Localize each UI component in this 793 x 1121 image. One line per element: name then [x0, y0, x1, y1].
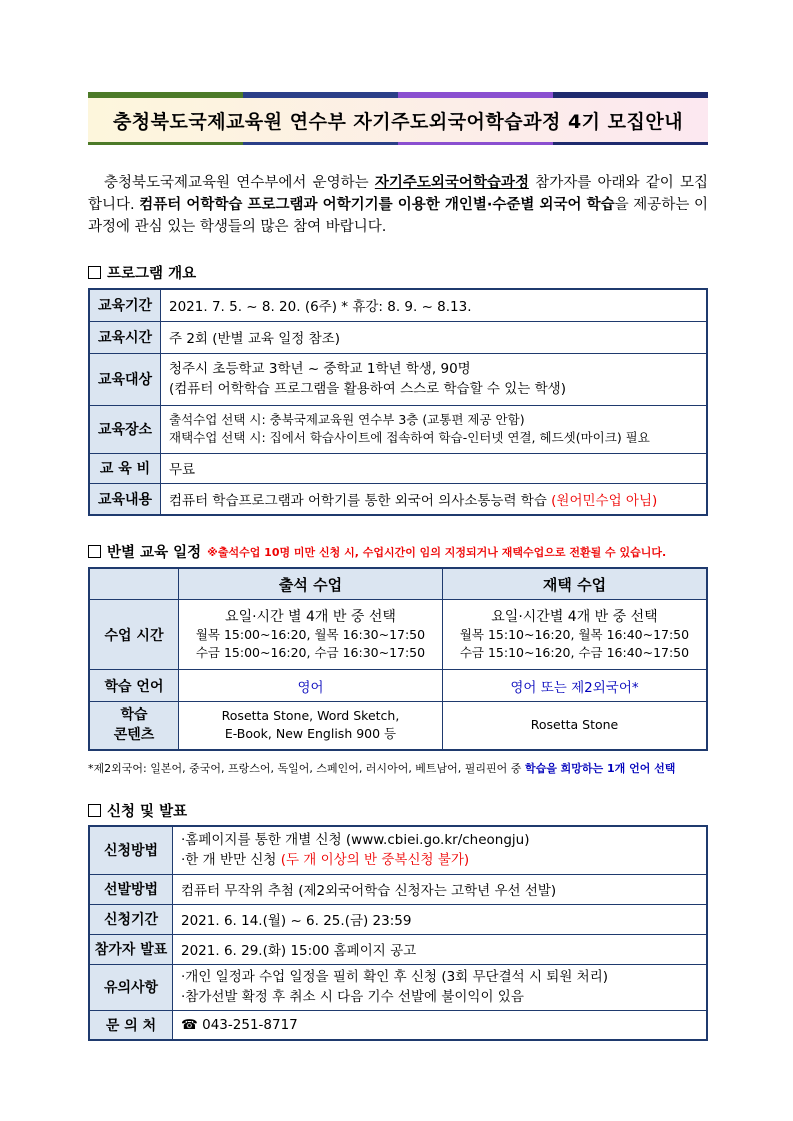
value-period: 2021. 7. 5. ~ 8. 20. (6주) * 휴강: 8. 9. ~ 8.13.: [161, 289, 708, 321]
label-content-2: 콘텐츠: [113, 727, 155, 744]
label-content-1: 학습: [120, 707, 148, 724]
label-place: 교육장소: [89, 405, 161, 453]
page-title: 충청북도국제교육원 연수부 자기주도외국어학습과정 4기 모집안내: [112, 110, 684, 133]
section-schedule-title: 반별 교육 일정: [107, 545, 202, 561]
value-content-note: (원어민수업 아님): [551, 492, 658, 509]
footnote-text: *제2외국어: 일본어, 중국어, 프랑스어, 독일어, 스페인어, 러시아어, 베트남어, 필리핀어 중: [88, 762, 525, 775]
value-time: 주 2회 (반별 교육 일정 참조): [161, 321, 708, 353]
attend-time-head: 요일·시간 별 4개 반 중 선택: [225, 608, 396, 625]
attend-content-2: E-Book, New English 900 등: [224, 726, 397, 742]
value-notice-1: ·개인 일정과 수업 일정을 필히 확인 후 신청 (3회 무단결석 시 퇴원 처리): [181, 969, 609, 985]
checkbox-square-icon: [88, 545, 101, 558]
value-apply-method-2: ·한 개 반만 신청: [181, 852, 281, 869]
home-time-head: 요일·시간별 4개 반 중 선택: [491, 608, 658, 625]
attend-time-2: 수금 15:00~16:20, 수금 16:30~17:50: [195, 644, 426, 660]
value-notice-2: ·참가선발 확정 후 취소 시 다음 기수 선발에 불이익이 있음: [181, 989, 524, 1005]
language-footnote: [88, 760, 675, 776]
label-language: 학습 언어: [89, 670, 179, 702]
label-period: 교육기간: [89, 289, 161, 321]
home-time-2: 수금 15:10~16:20, 수금 16:40~17:50: [459, 644, 690, 660]
section-program: [88, 262, 196, 283]
label-target: 교육대상: [89, 353, 161, 405]
section-apply: [88, 800, 187, 821]
section-schedule: [88, 541, 666, 562]
value-contact: 043-251-8717: [202, 1016, 298, 1033]
home-content: Rosetta Stone: [442, 702, 707, 750]
schedule-note: ※출석수업 10명 미만 신청 시, 수업시간이 임의 지정되거나 재택수업으로 전환될 수 있습니다.: [207, 545, 667, 559]
label-contact: 문 의 처: [89, 1010, 173, 1040]
section-program-title: 프로그램 개요: [107, 266, 197, 282]
home-time-1: 월목 15:10~16:20, 월목 16:40~17:50: [459, 626, 690, 642]
value-announce: 2021. 6. 29.(화) 15:00 홈페이지 공고: [173, 934, 708, 964]
label-announce: 참가자 발표: [89, 934, 173, 964]
value-fee: 무료: [161, 453, 708, 483]
label-notice: 유의사항: [89, 964, 173, 1010]
value-selection: 컴퓨터 무작위 추첨 (제2외국어학습 신청자는 고학년 우선 선발): [173, 874, 708, 904]
checkbox-square-icon: [88, 266, 101, 279]
value-apply-period: 2021. 6. 14.(월) ~ 6. 25.(금) 23:59: [173, 904, 708, 934]
label-content: 교육내용: [89, 483, 161, 515]
value-place-1: 출석수업 선택 시: 충북국제교육원 연수부 3층 (교통편 제공 안함): [169, 412, 525, 427]
label-fee: 교 육 비: [89, 453, 161, 483]
attend-content-1: Rosetta Stone, Word Sketch,: [221, 708, 400, 724]
value-target-1: 청주시 초등학교 3학년 ~ 중학교 1학년 학생, 90명: [169, 361, 471, 377]
page-title-box: [88, 98, 708, 142]
label-selection: 선발방법: [89, 874, 173, 904]
phone-icon: ☎: [181, 1016, 198, 1033]
home-language: 영어 또는 제2외국어*: [442, 670, 707, 702]
attend-time-1: 월목 15:00~16:20, 월목 16:30~17:50: [195, 626, 426, 642]
intro-bold-text: 컴퓨터 어학학습 프로그램과 어학기기를 이용한 개인별·수준별 외국어 학습: [139, 197, 615, 213]
schedule-table: [88, 567, 708, 751]
value-content: 컴퓨터 학습프로그램과 어학기를 통한 외국어 의사소통능력 학습: [169, 492, 552, 509]
value-target-2: (컴퓨터 어학학습 프로그램을 활용하여 스스로 학습할 수 있는 학생): [169, 381, 566, 397]
intro-course-name: 자기주도외국어학습과정: [374, 175, 529, 191]
footnote-highlight: 학습을 희망하는 1개 언어 선택: [524, 762, 676, 775]
apply-table: [88, 825, 708, 1041]
program-table: [88, 288, 708, 516]
intro-text-2: 참가자를 아래와 같이 모집합니다.: [88, 175, 709, 213]
section-apply-title: 신청 및 발표: [107, 804, 188, 820]
attend-language: 영어: [179, 670, 443, 702]
value-apply-method-note: (두 개 이상의 반 중복신청 불가): [280, 852, 470, 869]
label-time: 교육시간: [89, 321, 161, 353]
intro-text-1: 충청북도국제교육원 연수부에서 운영하는: [104, 175, 375, 191]
intro-paragraph: [88, 172, 708, 238]
label-apply-method: 신청방법: [89, 826, 173, 874]
label-class-time: 수업 시간: [89, 600, 179, 670]
value-apply-method-1: ·홈페이지를 통한 개별 신청 (www.cbiei.go.kr/cheongju): [181, 832, 530, 849]
label-apply-period: 신청기간: [89, 904, 173, 934]
value-place-2: 재택수업 선택 시: 집에서 학습사이트에 접속하여 학습-인터넷 연결, 헤드셋(마이크) 필요: [169, 430, 650, 445]
intro-text-3: 을 제공하는 이 과정에 관심 있는 학생들의 많은 참여 바랍니다.: [88, 197, 708, 235]
col-attend: 출석 수업: [179, 568, 443, 600]
checkbox-square-icon: [88, 804, 101, 817]
col-home: 재택 수업: [442, 568, 707, 600]
schedule-corner: [89, 568, 179, 600]
title-bottom-bars: [88, 142, 708, 145]
